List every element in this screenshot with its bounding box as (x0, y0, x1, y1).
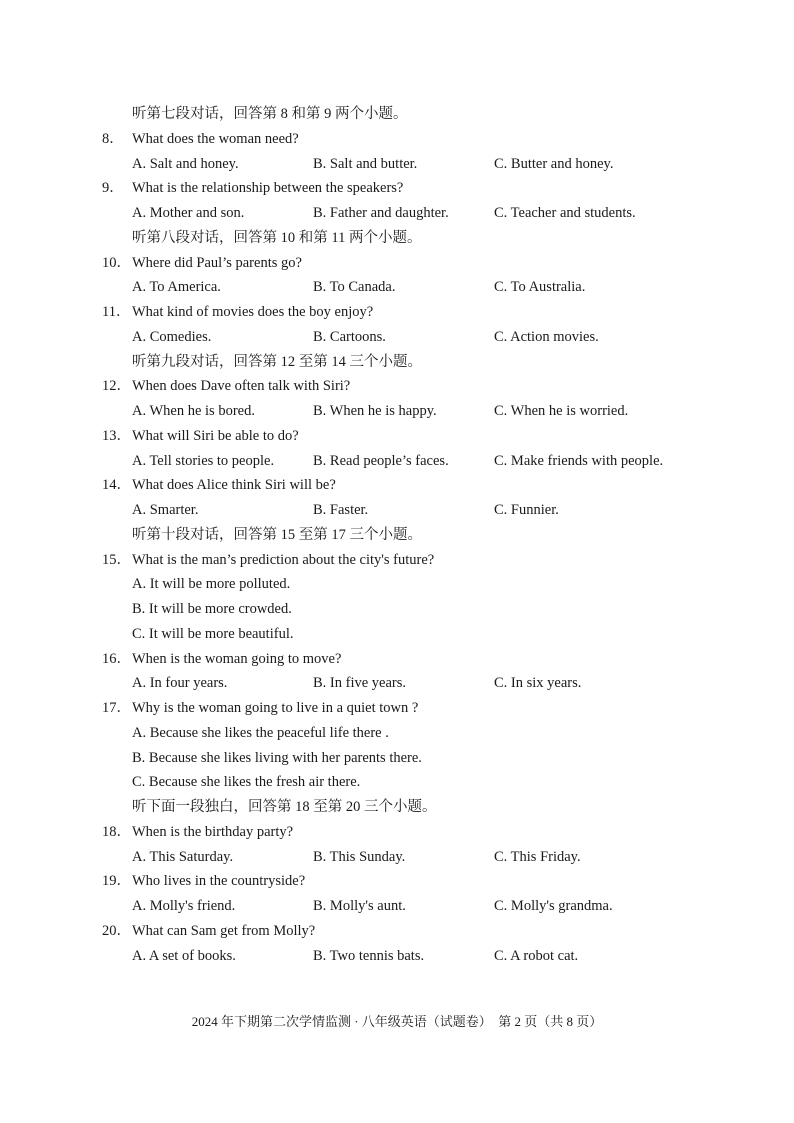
question-row (0, 127, 794, 152)
option-a: A. Comedies. (132, 328, 212, 345)
question-row (0, 820, 794, 845)
option-line (0, 746, 794, 771)
options-row (0, 449, 794, 474)
option-line (0, 572, 794, 597)
option-a: A. Mother and son. (132, 205, 245, 221)
section-instruction: 听第七段对话，回答第 8 和第 9 两个小题。 (132, 106, 408, 122)
option-a: A. A set of books. (132, 947, 236, 964)
question-row (0, 300, 794, 325)
option-text: C. Because she likes the fresh air there. (132, 774, 361, 791)
option-c: C. Butter and honey. (494, 155, 614, 172)
options-row (0, 325, 794, 350)
question-row (0, 176, 794, 201)
question-number: 14． (102, 477, 131, 494)
question-number: 17． (102, 700, 131, 716)
question-text: What can Sam get from Molly? (132, 922, 316, 939)
option-c: C. Action movies. (494, 328, 599, 345)
question-number: 19． (102, 873, 131, 890)
question-text: When is the birthday party? (132, 823, 294, 840)
option-text: B. It will be more crowded. (132, 601, 292, 617)
question-text: Where did Paul’s parents go? (132, 254, 302, 271)
option-text: A. It will be more polluted. (132, 576, 291, 593)
options-row (0, 275, 794, 300)
option-c: C. To Australia. (494, 279, 586, 296)
question-number: 9． (102, 180, 124, 197)
option-b: B. Faster. (313, 502, 369, 518)
question-number: 13． (102, 427, 131, 444)
question-number: 11． (102, 304, 131, 320)
option-a: A. Molly's friend. (132, 898, 236, 914)
option-line (0, 770, 794, 795)
option-c: C. Molly's grandma. (494, 898, 613, 914)
question-number: 8． (102, 130, 124, 147)
question-text: What is the relationship between the speakers? (132, 180, 404, 197)
page-footer (0, 1012, 794, 1032)
option-b: B. Molly's aunt. (313, 898, 406, 914)
question-row (0, 548, 794, 573)
option-c: C. In six years. (494, 675, 582, 692)
question-number: 12． (102, 378, 131, 395)
option-a: A. To America. (132, 279, 221, 296)
question-row (0, 473, 794, 498)
option-text: A. Because she likes the peaceful life there . (132, 724, 389, 741)
options-row (0, 944, 794, 969)
question-text: What kind of movies does the boy enjoy? (132, 304, 374, 320)
option-b: B. To Canada. (313, 279, 396, 296)
question-number: 16． (102, 650, 131, 667)
question-number: 20． (102, 922, 131, 939)
option-b: B. Read people’s faces. (313, 452, 449, 469)
option-c: C. This Friday. (494, 848, 581, 865)
question-text: Who lives in the countryside? (132, 873, 306, 890)
question-row (0, 374, 794, 399)
options-row (0, 201, 794, 226)
options-row (0, 671, 794, 696)
question-row (0, 869, 794, 894)
question-row (0, 919, 794, 944)
options-row (0, 894, 794, 919)
option-text: B. Because she likes living with her parents there. (132, 749, 422, 766)
option-c: C. When he is worried. (494, 403, 629, 419)
option-a: A. Tell stories to people. (132, 452, 275, 469)
option-c: C. A robot cat. (494, 947, 579, 964)
option-a: A. Salt and honey. (132, 155, 239, 172)
question-number: 15． (102, 551, 131, 568)
option-line (0, 721, 794, 746)
question-text: What does the woman need? (132, 130, 299, 147)
question-row (0, 251, 794, 276)
option-b: B. Two tennis bats. (313, 947, 425, 964)
question-text: Why is the woman going to live in a quiet town ? (132, 700, 419, 716)
section-instruction: 听第九段对话，回答第 12 至第 14 三个小题。 (132, 353, 422, 370)
footer-text: 2024 年下期第二次学情监测 · 八年级英语（试题卷） 第 2 页（共 8 页） (191, 1014, 603, 1029)
option-c: C. Make friends with people. (494, 452, 664, 469)
section-instruction: 听第十段对话，回答第 15 至第 17 三个小题。 (132, 526, 422, 543)
question-text: What will Siri be able to do? (132, 427, 299, 444)
options-row (0, 152, 794, 177)
question-text: What is the man’s prediction about the city's future? (132, 551, 435, 568)
option-b: B. Father and daughter. (313, 205, 449, 221)
option-a: A. This Saturday. (132, 848, 234, 865)
option-a: A. In four years. (132, 675, 228, 692)
option-text: C. It will be more beautiful. (132, 625, 294, 642)
question-text: What does Alice think Siri will be? (132, 477, 336, 494)
section-instruction: 听下面一段独白，回答第 18 至第 20 三个小题。 (132, 799, 437, 815)
option-a: A. When he is bored. (132, 403, 255, 419)
question-row (0, 424, 794, 449)
option-b: B. Cartoons. (313, 328, 386, 345)
option-line (0, 597, 794, 622)
question-number: 18． (102, 823, 131, 840)
question-row (0, 647, 794, 672)
option-c: C. Funnier. (494, 502, 559, 518)
exam-content (0, 102, 794, 968)
section-instruction: 听第八段对话，回答第 10 和第 11 两个小题。 (132, 229, 422, 246)
options-row (0, 845, 794, 870)
question-number: 10． (102, 254, 131, 271)
option-line (0, 622, 794, 647)
option-a: A. Smarter. (132, 502, 199, 518)
options-row (0, 498, 794, 523)
option-c: C. Teacher and students. (494, 205, 636, 221)
option-b: B. Salt and butter. (313, 155, 418, 172)
question-row (0, 696, 794, 721)
question-text: When is the woman going to move? (132, 650, 342, 667)
option-b: B. When he is happy. (313, 403, 437, 419)
options-row (0, 399, 794, 424)
option-b: B. In five years. (313, 675, 407, 692)
question-text: When does Dave often talk with Siri? (132, 378, 351, 395)
option-b: B. This Sunday. (313, 848, 406, 865)
